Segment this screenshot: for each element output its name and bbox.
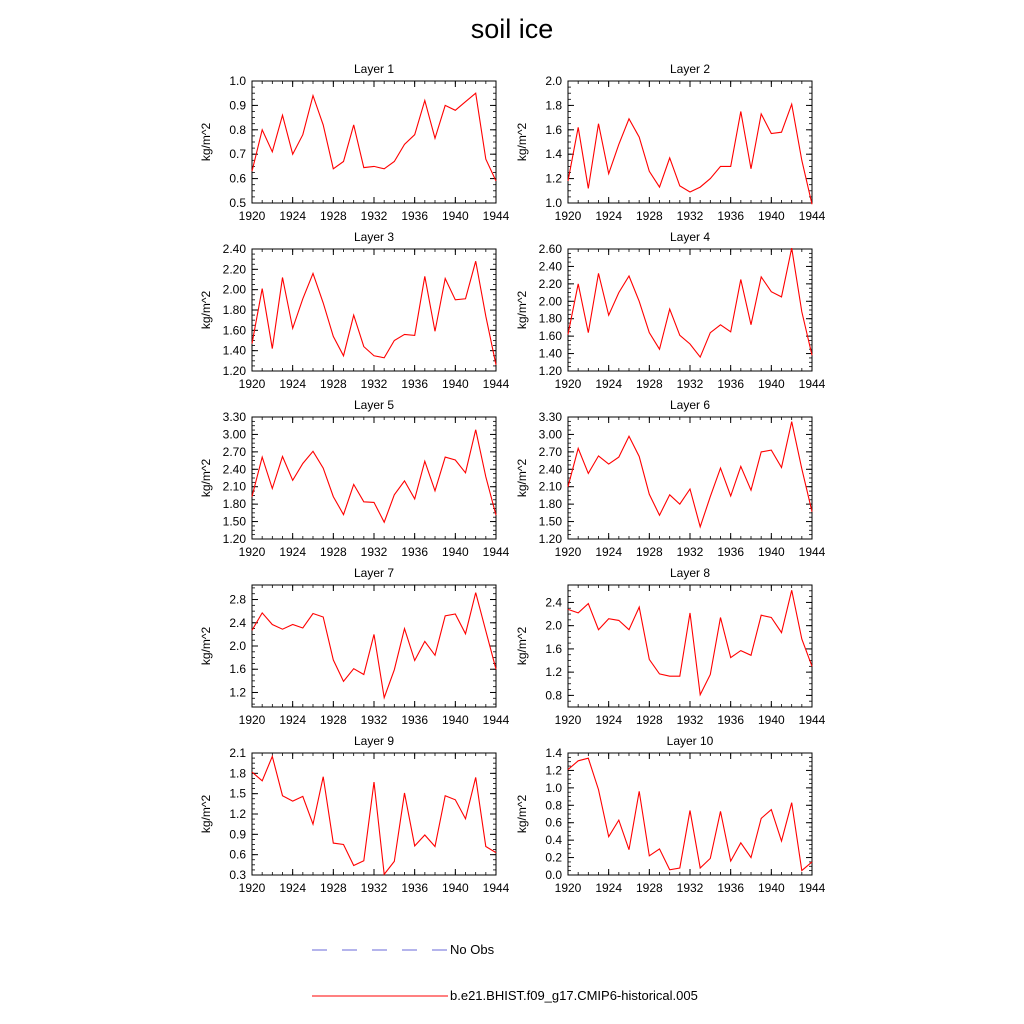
y-tick-label: 1.80 <box>538 497 562 512</box>
y-tick-label: 1.4 <box>545 147 562 162</box>
x-tick-label: 1940 <box>441 713 469 727</box>
x-tick-label: 1936 <box>717 713 745 727</box>
y-axis-label: kg/m^2 <box>199 626 213 666</box>
panel-title: Layer 2 <box>669 62 711 76</box>
y-tick-label: 0.3 <box>229 868 246 882</box>
x-tick-label: 1932 <box>360 713 388 727</box>
x-tick-label: 1924 <box>595 209 623 223</box>
x-tick-label: 1932 <box>676 545 704 559</box>
x-tick-label: 1944 <box>482 377 510 391</box>
y-tick-label: 2.00 <box>222 282 246 297</box>
y-axis-label: kg/m^2 <box>515 290 529 330</box>
series-line <box>252 93 496 181</box>
y-tick-label: 2.40 <box>538 462 562 477</box>
y-tick-label: 1.20 <box>222 364 246 378</box>
y-tick-label: 3.00 <box>538 427 562 442</box>
y-tick-label: 0.2 <box>545 850 562 865</box>
x-tick-label: 1936 <box>401 545 429 559</box>
y-tick-label: 0.0 <box>545 868 562 882</box>
y-tick-label: 1.60 <box>222 323 246 338</box>
x-tick-label: 1936 <box>401 713 429 727</box>
x-tick-label: 1928 <box>635 713 663 727</box>
y-tick-label: 0.4 <box>545 833 562 848</box>
x-tick-label: 1920 <box>554 881 582 895</box>
legend-model-label: b.e21.BHIST.f09_g17.CMIP6-historical.005 <box>450 988 698 1003</box>
x-tick-label: 1940 <box>441 545 469 559</box>
x-tick-label: 1932 <box>676 209 704 223</box>
figure-title: soil ice <box>470 14 554 44</box>
x-tick-label: 1924 <box>279 377 307 391</box>
x-tick-label: 1924 <box>595 377 623 391</box>
y-tick-label: 1.2 <box>545 665 562 680</box>
x-tick-label: 1920 <box>238 209 266 223</box>
panel-title: Layer 6 <box>669 398 711 412</box>
x-tick-label: 1936 <box>401 209 429 223</box>
series-line <box>252 261 496 365</box>
panel-layer-1 <box>199 62 510 223</box>
plot-frame <box>252 585 496 707</box>
panel-title: Layer 9 <box>353 734 395 748</box>
x-tick-label: 1936 <box>717 209 745 223</box>
y-tick-label: 1.5 <box>229 786 246 801</box>
x-tick-label: 1944 <box>798 377 826 391</box>
x-tick-label: 1936 <box>401 881 429 895</box>
series-line <box>252 756 496 874</box>
y-tick-label: 0.6 <box>229 171 246 186</box>
panel-title: Layer 4 <box>669 230 711 244</box>
panel-layer-2 <box>515 62 826 223</box>
panel-title: Layer 7 <box>353 566 395 580</box>
y-tick-label: 0.9 <box>229 98 246 113</box>
y-tick-label: 1.20 <box>538 532 562 546</box>
y-tick-label: 1.80 <box>538 311 562 326</box>
panel-title: Layer 3 <box>353 230 395 244</box>
x-tick-label: 1932 <box>676 713 704 727</box>
x-tick-label: 1928 <box>319 377 347 391</box>
x-tick-label: 1940 <box>757 377 785 391</box>
x-tick-label: 1932 <box>360 209 388 223</box>
y-tick-label: 1.2 <box>229 685 246 700</box>
x-tick-label: 1920 <box>554 377 582 391</box>
panel-layer-10 <box>515 734 826 895</box>
y-tick-label: 1.4 <box>545 746 562 760</box>
y-tick-label: 1.8 <box>229 766 246 781</box>
panel-title: Layer 1 <box>353 62 395 76</box>
y-tick-label: 2.70 <box>538 444 562 459</box>
panel-layer-5 <box>199 398 510 559</box>
y-tick-label: 0.8 <box>545 688 562 703</box>
x-tick-label: 1940 <box>757 545 785 559</box>
y-tick-label: 1.6 <box>545 122 562 137</box>
y-tick-label: 0.6 <box>545 815 562 830</box>
y-axis-label: kg/m^2 <box>515 794 529 834</box>
y-tick-label: 1.60 <box>538 329 562 344</box>
x-tick-label: 1928 <box>319 209 347 223</box>
y-tick-label: 1.40 <box>222 343 246 358</box>
x-tick-label: 1944 <box>482 545 510 559</box>
x-tick-label: 1924 <box>595 545 623 559</box>
y-tick-label: 1.80 <box>222 497 246 512</box>
y-axis-label: kg/m^2 <box>515 458 529 498</box>
y-tick-label: 1.80 <box>222 303 246 317</box>
panel-layer-9 <box>199 734 510 895</box>
x-tick-label: 1936 <box>717 377 745 391</box>
y-axis-label: kg/m^2 <box>515 626 529 666</box>
x-tick-label: 1924 <box>595 881 623 895</box>
x-tick-label: 1932 <box>676 377 704 391</box>
y-tick-label: 2.40 <box>222 242 246 256</box>
y-tick-label: 1.2 <box>545 171 562 186</box>
x-tick-label: 1920 <box>238 881 266 895</box>
x-tick-label: 1936 <box>717 545 745 559</box>
x-tick-label: 1932 <box>360 545 388 559</box>
x-tick-label: 1920 <box>554 545 582 559</box>
x-tick-label: 1928 <box>635 881 663 895</box>
legend-obs <box>312 940 512 960</box>
y-tick-label: 2.10 <box>538 479 562 494</box>
y-tick-label: 1.6 <box>545 641 562 656</box>
y-tick-label: 2.8 <box>229 592 246 607</box>
plot-frame <box>568 753 812 875</box>
series-line <box>568 590 812 695</box>
y-axis-label: kg/m^2 <box>199 122 213 162</box>
y-tick-label: 3.30 <box>222 410 246 424</box>
y-axis-label: kg/m^2 <box>199 290 213 330</box>
y-tick-label: 1.2 <box>229 807 246 821</box>
y-tick-label: 2.1 <box>229 746 246 760</box>
y-tick-label: 2.0 <box>545 74 562 88</box>
y-tick-label: 2.60 <box>538 242 562 256</box>
plot-frame <box>252 417 496 539</box>
x-tick-label: 1940 <box>441 881 469 895</box>
x-tick-label: 1940 <box>757 881 785 895</box>
y-tick-label: 2.00 <box>538 294 562 309</box>
y-tick-label: 1.50 <box>538 514 562 529</box>
y-tick-label: 1.0 <box>545 780 562 795</box>
legend-model-swatch <box>312 986 452 1006</box>
panel-layer-8 <box>515 566 826 727</box>
x-tick-label: 1944 <box>798 545 826 559</box>
x-tick-label: 1928 <box>319 881 347 895</box>
x-tick-label: 1944 <box>482 209 510 223</box>
y-tick-label: 2.40 <box>222 462 246 477</box>
x-tick-label: 1924 <box>279 209 307 223</box>
y-tick-label: 0.9 <box>229 827 246 842</box>
x-tick-label: 1928 <box>319 545 347 559</box>
y-tick-label: 0.8 <box>545 798 562 813</box>
x-tick-label: 1944 <box>798 713 826 727</box>
y-tick-label: 1.0 <box>229 74 246 88</box>
x-tick-label: 1944 <box>798 881 826 895</box>
y-tick-label: 1.20 <box>222 532 246 546</box>
y-tick-label: 0.8 <box>229 122 246 137</box>
y-tick-label: 2.4 <box>229 615 246 630</box>
plot-frame <box>568 81 812 203</box>
y-tick-label: 2.70 <box>222 444 246 459</box>
y-tick-label: 1.6 <box>229 662 246 677</box>
series-line <box>568 422 812 527</box>
y-tick-label: 3.30 <box>538 410 562 424</box>
legend-model <box>312 986 732 1006</box>
series-line <box>568 104 812 204</box>
series-line <box>568 758 812 870</box>
x-tick-label: 1924 <box>279 881 307 895</box>
y-tick-label: 2.4 <box>545 595 562 610</box>
plot-frame <box>252 81 496 203</box>
y-tick-label: 2.40 <box>538 259 562 274</box>
y-tick-label: 1.50 <box>222 514 246 529</box>
x-tick-label: 1928 <box>635 209 663 223</box>
y-axis-label: kg/m^2 <box>199 458 213 498</box>
x-tick-label: 1932 <box>360 881 388 895</box>
x-tick-label: 1944 <box>482 713 510 727</box>
x-tick-label: 1928 <box>635 545 663 559</box>
plot-frame <box>568 249 812 371</box>
panel-layer-3 <box>199 230 510 391</box>
y-tick-label: 2.10 <box>222 479 246 494</box>
y-tick-label: 2.0 <box>545 618 562 633</box>
y-tick-label: 1.20 <box>538 364 562 378</box>
y-axis-label: kg/m^2 <box>515 122 529 162</box>
x-tick-label: 1944 <box>798 209 826 223</box>
x-tick-label: 1940 <box>757 209 785 223</box>
plot-frame <box>568 585 812 707</box>
panel-layer-4 <box>515 230 826 391</box>
y-axis-label: kg/m^2 <box>199 794 213 834</box>
x-tick-label: 1924 <box>595 713 623 727</box>
x-tick-label: 1936 <box>717 881 745 895</box>
x-tick-label: 1928 <box>319 713 347 727</box>
y-tick-label: 1.40 <box>538 346 562 361</box>
x-tick-label: 1940 <box>441 209 469 223</box>
x-tick-label: 1944 <box>482 881 510 895</box>
y-tick-label: 0.6 <box>229 847 246 862</box>
x-tick-label: 1932 <box>360 377 388 391</box>
legend-obs-label: No Obs <box>450 942 495 957</box>
y-tick-label: 3.00 <box>222 427 246 442</box>
panel-layer-7 <box>199 566 510 727</box>
panel-layer-6 <box>515 398 826 559</box>
y-tick-label: 2.20 <box>222 262 246 277</box>
panel-title: Layer 8 <box>669 566 711 580</box>
plot-frame <box>568 417 812 539</box>
x-tick-label: 1920 <box>238 713 266 727</box>
x-tick-label: 1936 <box>401 377 429 391</box>
x-tick-label: 1940 <box>441 377 469 391</box>
panel-title: Layer 10 <box>666 734 714 748</box>
series-line <box>252 430 496 522</box>
legend-obs-swatch <box>312 940 452 960</box>
y-tick-label: 0.7 <box>229 147 246 162</box>
x-tick-label: 1920 <box>238 545 266 559</box>
x-tick-label: 1920 <box>554 209 582 223</box>
x-tick-label: 1940 <box>757 713 785 727</box>
y-tick-label: 0.5 <box>229 196 246 210</box>
y-tick-label: 1.0 <box>545 196 562 210</box>
y-tick-label: 1.8 <box>545 98 562 113</box>
x-tick-label: 1920 <box>238 377 266 391</box>
x-tick-label: 1924 <box>279 545 307 559</box>
x-tick-label: 1924 <box>279 713 307 727</box>
x-tick-label: 1920 <box>554 713 582 727</box>
series-line <box>252 593 496 698</box>
y-tick-label: 1.2 <box>545 763 562 778</box>
series-line <box>568 248 812 357</box>
y-tick-label: 2.0 <box>229 639 246 653</box>
x-tick-label: 1932 <box>676 881 704 895</box>
plot-frame <box>252 753 496 875</box>
x-tick-label: 1928 <box>635 377 663 391</box>
panel-title: Layer 5 <box>353 398 395 412</box>
y-tick-label: 2.20 <box>538 276 562 291</box>
